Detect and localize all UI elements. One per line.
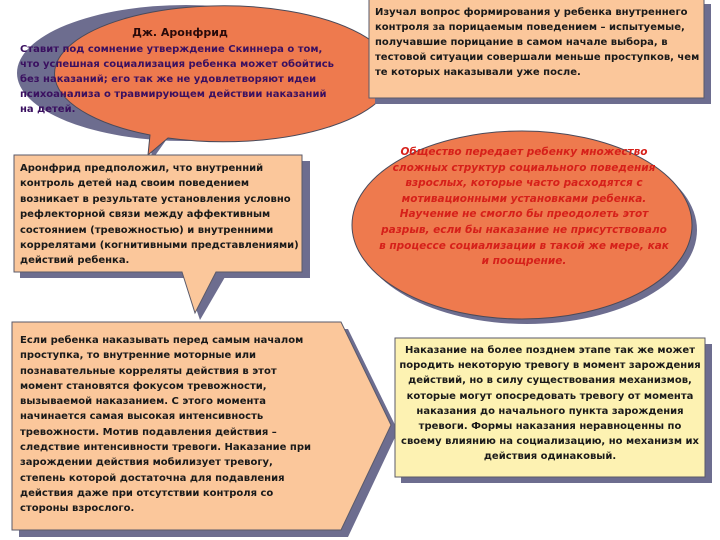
callout-top-left-text: Ставит под сомнение утверждение Скиннера о том, что успешная социализация ребенка может обойтись без наказаний; его так же не удовлетворяют идеи психоанализа о травмирующем действии наказаний на детей. [20, 44, 334, 115]
callout-top-left-title: Дж. Аронфрид [132, 26, 228, 39]
arrow-bottom-left-text: Если ребенка наказывать перед самым началом проступка, то внутренние моторные или познавательные корреляты действия в этот момент становятся фокусом тревожности, вызываемой наказанием. С этого момента начинается самая высокая интенсивность тревожности. Мотив подавления действия – следствие интенсивности тревоги. Наказание при зарождении действия мобилизует тревогу, степень которой достаточна для подавления действия даже при отсутствии контроля со стороны взрослого. [20, 335, 312, 515]
oval-middle-right-text: Общество передает ребенку множество сложных структур социального поведения взрослых, которые часто расходятся с мотивационными установками ребенка. Научение не смогло бы преодолеть этот разрыв, если бы наказание не присутствовало в процессе социализации в такой же мере, как и поощрение. [379, 146, 669, 268]
callout-middle-left-text: Аронфрид предположил, что внутренний контроль детей над своим поведением возникает в результате установления условно рефлекторной связи между аффективным состоянием (тревожностью) и внутренними коррелятами (когнитивными представлениями) действий ребенка. [20, 163, 299, 267]
box-top-right-text: Изучал вопрос формирования у ребенка внутреннего контроля за порицаемым поведением – испытуемые, получавшие порицание в самом начале выбора, в тестовой ситуации совершали меньше проступков, чем те которых наказывали уже после. [375, 7, 700, 78]
box-bottom-right-text: Наказание на более позднем этапе так же может породить некоторую тревогу в момент зарождения действий, но в силу существования механизмов, которые могут опосредовать тревогу от момента наказания до начального пункта зарождения тревоги. Формы наказания неравноценны по своему влиянию на социализацию, но механизм их действия одинаковый. [399, 345, 701, 463]
